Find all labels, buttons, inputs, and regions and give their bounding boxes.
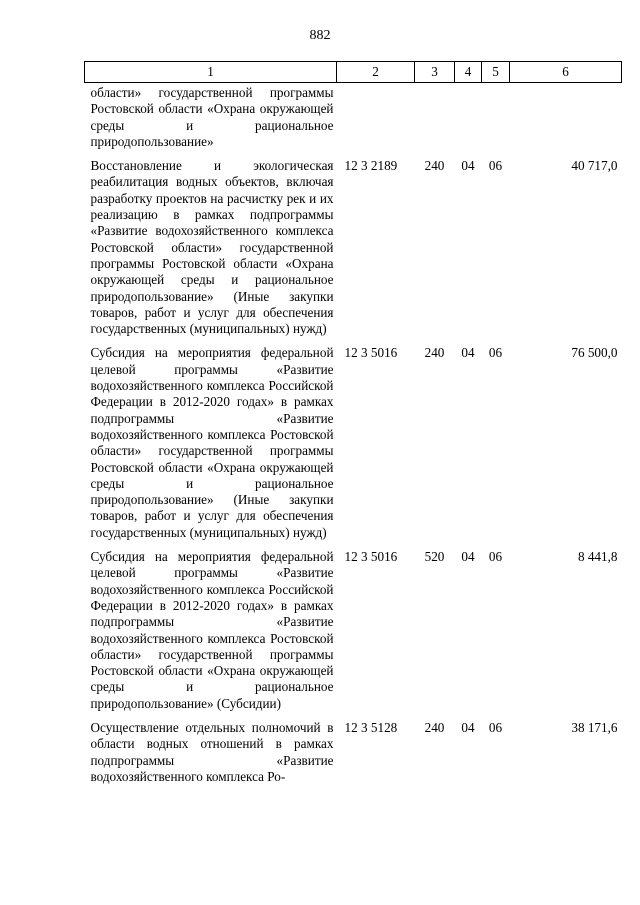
row-rz — [455, 83, 482, 151]
row-name: Субсидия на мероприятия федеральной целевой программы «Развитие водохозяйственного комплекса Российской Федерации в 2012-2020 годах» в рамках подпрограммы «Развитие водохозяйственного комплекса Ростовской области» государственной программы Ростовской области «Охрана окружающей среды и рациональное природопользование» (Иные закупки товаров, работ и услуг для обеспечения государственных (муниципальных) нужд) — [90, 345, 334, 540]
row-sum: 38 171,6 — [571, 719, 618, 735]
row-vr: 520 — [424, 549, 445, 565]
row-code: 12 3 2189 — [344, 158, 398, 174]
header-row — [85, 62, 622, 83]
table-row — [85, 541, 622, 712]
row-sum: 76 500,0 — [571, 345, 618, 361]
row-pr: 06 — [488, 158, 503, 174]
table-row — [85, 337, 622, 541]
row-vr: 240 — [424, 719, 445, 735]
page-number: 882 — [309, 28, 331, 43]
table-row — [85, 150, 622, 337]
row-code — [337, 83, 415, 151]
row-pr: 06 — [488, 549, 503, 565]
row-sum: 8 441,8 — [577, 549, 618, 565]
row-code: 12 3 5016 — [344, 345, 398, 361]
row-pr — [482, 83, 510, 151]
row-name: Осуществление отдельных полномочий в области водных отношений в рамках подпрограммы «Развитие водохозяйственного комплекса Ро- — [90, 719, 334, 784]
header-col-1: 1 — [85, 62, 337, 83]
row-rz: 04 — [461, 158, 475, 174]
row-code: 12 3 5016 — [344, 549, 398, 565]
header-col-5: 5 — [482, 62, 510, 83]
row-vr: 240 — [424, 345, 445, 361]
budget-table — [84, 61, 622, 785]
row-vr: 240 — [424, 158, 445, 174]
row-vr — [415, 83, 455, 151]
table-row — [85, 712, 622, 785]
row-sum — [510, 83, 622, 151]
row-name: Восстановление и экологическая реабилитация водных объектов, включая разработку проектов на расчистку рек и их реализацию в рамках подпрограммы «Развитие водохозяйственного комплекса Ростовской области» государственной программы Ростовской области «Охрана окружающей среды и рациональное природопользование» (Иные закупки товаров, работ и услуг для обеспечения государственных (муниципальных) нужд) — [90, 158, 334, 337]
header-col-4: 4 — [455, 62, 482, 83]
row-pr: 06 — [488, 719, 503, 735]
row-code: 12 3 5128 — [344, 719, 398, 735]
row-name: области» государственной программы Ростовской области «Охрана окружающей среды и рациональное природопользование» — [90, 85, 334, 149]
row-rz: 04 — [461, 549, 475, 565]
table-body — [85, 83, 622, 786]
row-rz: 04 — [461, 719, 475, 735]
table-row — [85, 83, 622, 151]
table-header — [85, 62, 622, 83]
row-pr: 06 — [488, 345, 503, 361]
row-sum: 40 717,0 — [571, 158, 618, 174]
header-col-6: 6 — [510, 62, 622, 83]
row-name: Субсидия на мероприятия федеральной целевой программы «Развитие водохозяйственного комплекса Российской Федерации в 2012-2020 годах» в рамках подпрограммы «Развитие водохозяйственного комплекса Ростовской области» государственной программы Ростовской области «Охрана окружающей среды и рациональное природопользование» (Субсидии) — [90, 549, 334, 711]
header-col-3: 3 — [415, 62, 455, 83]
row-rz: 04 — [461, 345, 475, 361]
header-col-2: 2 — [337, 62, 415, 83]
